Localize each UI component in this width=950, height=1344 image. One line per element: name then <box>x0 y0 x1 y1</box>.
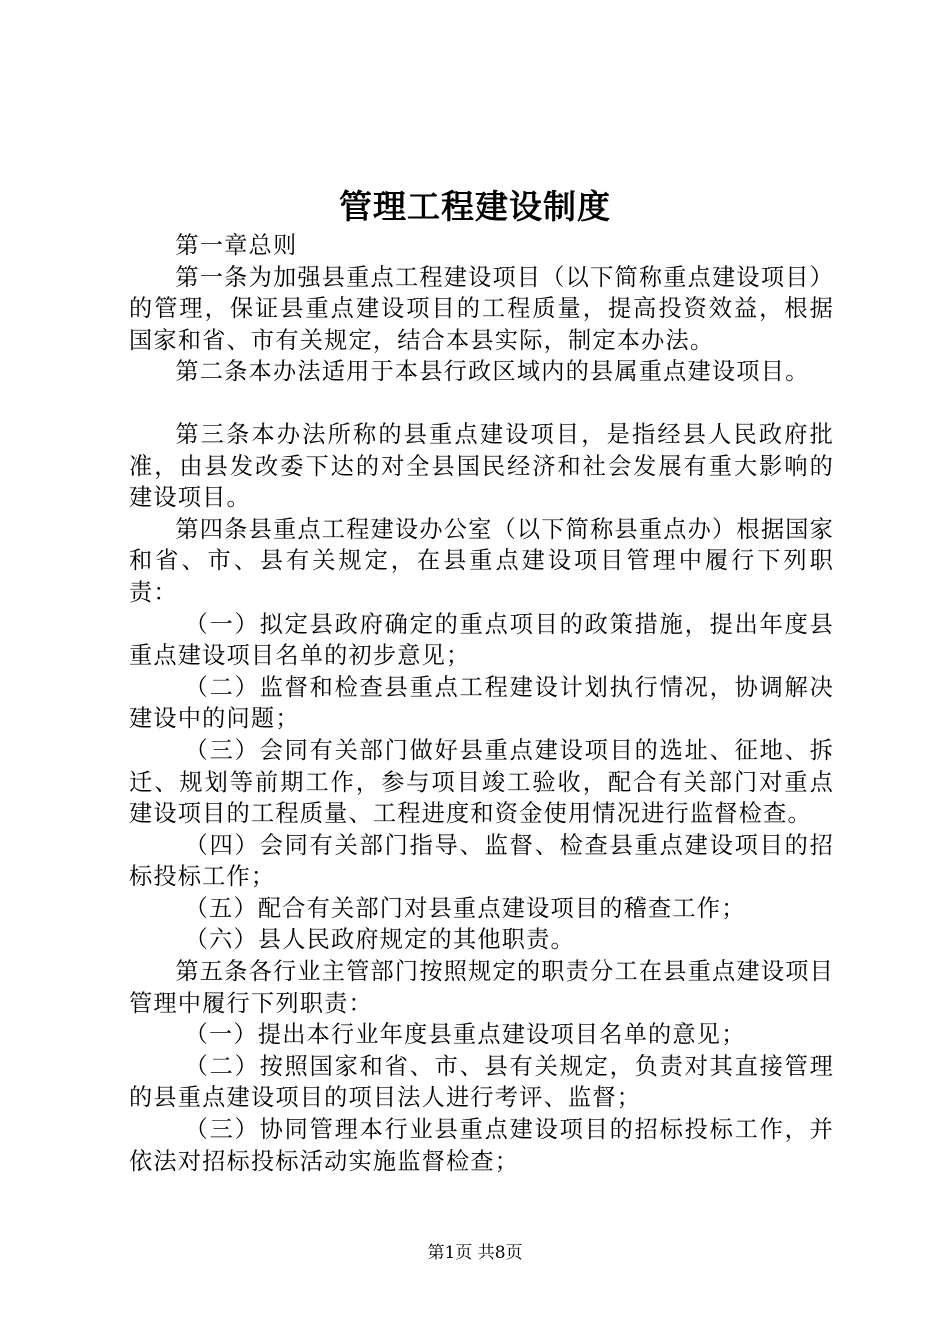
article-4-item-4: （四）会同有关部门指导、监督、检查县重点建设项目的招标投标工作； <box>129 831 834 891</box>
article-3: 第三条本办法所称的县重点建设项目，是指经县人民政府批准，由县发改委下达的对全县国民经济和社会发展有重大影响的建设项目。 <box>129 420 834 512</box>
article-4-item-1: （一）拟定县政府确定的重点项目的政策措施，提出年度县重点建设项目名单的初步意见； <box>129 610 834 670</box>
article-5-item-1: （一）提出本行业年度县重点建设项目名单的意见； <box>184 1021 746 1049</box>
article-5-item-3: （三）协同管理本行业县重点建设项目的招标投标工作，并依法对招标投标活动实施监督检查； <box>129 1116 834 1175</box>
article-4-item-2: （二）监督和检查县重点工程建设计划执行情况，协调解决建设中的问题； <box>129 673 834 733</box>
chapter-heading: 第一章总则 <box>175 232 298 259</box>
article-5-item-2: （二）按照国家和省、市、县有关规定，负责对其直接管理的县重点建设项目的项目法人进行考评、监督； <box>129 1052 834 1112</box>
article-4-item-3: （三）会同有关部门做好县重点建设项目的选址、征地、拆迁、规划等前期工作，参与项目竣工验收，配合有关部门对重点建设项目的工程质量、工程进度和资金使用情况进行监督检查。 <box>129 736 834 828</box>
article-4-item-6: （六）县人民政府规定的其他职责。 <box>184 926 575 954</box>
page-footer: 第1页 共8页 <box>427 1243 523 1263</box>
article-4-item-5: （五）配合有关部门对县重点建设项目的稽查工作； <box>184 894 746 922</box>
article-5: 第五条各行业主管部门按照规定的职责分工在县重点建设项目管理中履行下列职责： <box>129 958 834 1017</box>
article-2: 第二条本办法适用于本县行政区域内的县属重点建设项目。 <box>175 358 810 386</box>
article-1: 第一条为加强县重点工程建设项目（以下简称重点建设项目）的管理，保证县重点建设项目的工程质量，提高投资效益，根据国家和省、市有关规定，结合本县实际，制定本办法。 <box>129 263 834 354</box>
article-4: 第四条县重点工程建设办公室（以下简称县重点办）根据国家和省、市、县有关规定，在县重点建设项目管理中履行下列职责： <box>129 515 834 606</box>
document-title: 管理工程建设制度 <box>339 187 611 226</box>
document-body <box>129 230 834 1177</box>
